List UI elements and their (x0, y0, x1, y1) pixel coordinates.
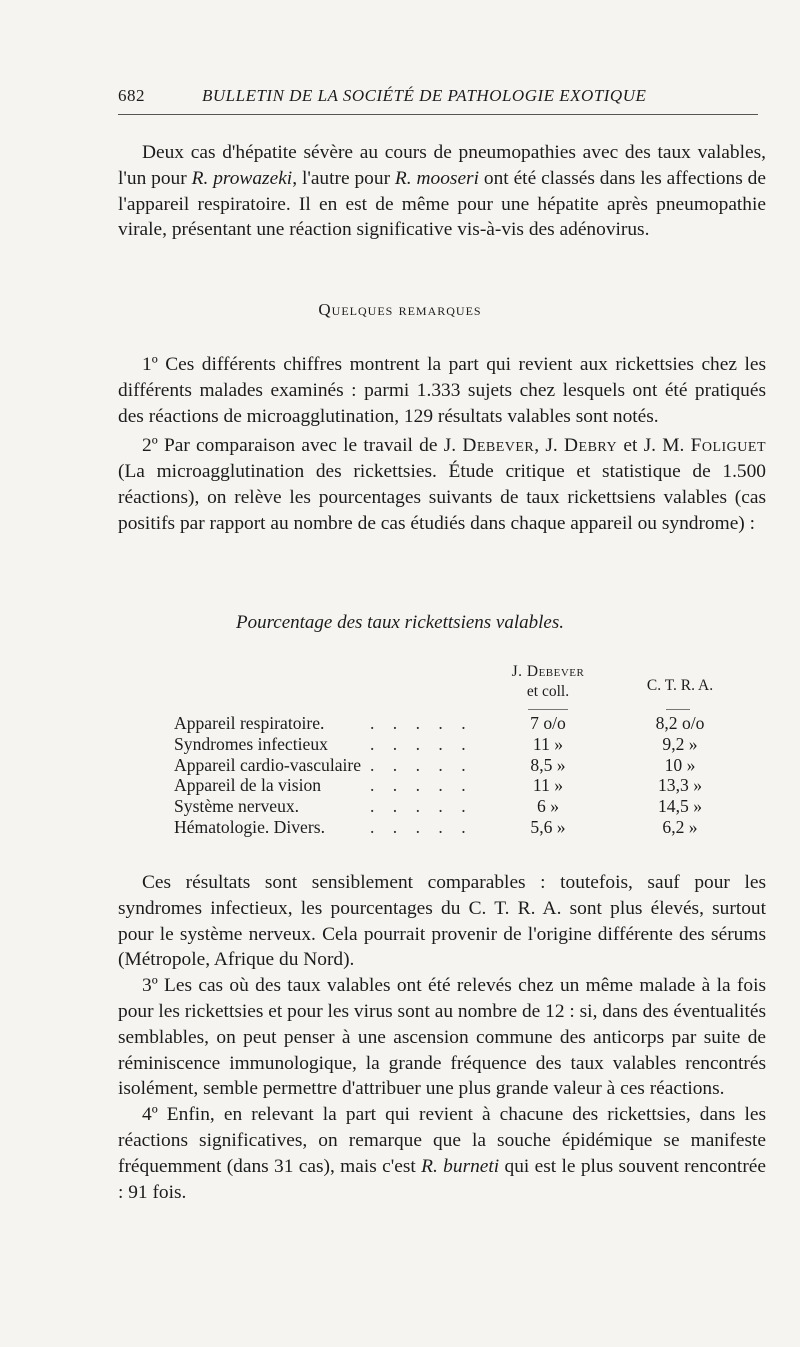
leader-dots: . . . . . (370, 733, 473, 754)
journal-title: BULLETIN DE LA SOCIÉTÉ DE PATHOLOGIE EXOTIQUE (202, 86, 647, 105)
intro-text-2: , l'autre pour (292, 167, 395, 189)
row-value-debever: 11 » (532, 733, 564, 754)
intro-text-1: Deux cas d'hépatite sévère au cours de pneumopathies avec des taux valables, l'un pour (118, 142, 766, 189)
row-label: Appareil cardio-vasculaire (174, 754, 362, 775)
row-label: Appareil respiratoire. (174, 713, 325, 733)
table-row (0, 796, 800, 817)
table-row (0, 734, 800, 755)
row-value-debever: 11 » (532, 775, 564, 796)
intro-text-3: ont été classés dans les affections de l'appareil respiratoire. Il en est de même pour une hépatite après pneumopathie virale, présentant une réaction significative vis-à-vis des adénovirus. (118, 167, 766, 241)
row-value-debever: 7 o/o (530, 713, 566, 733)
leader-dots: . . . . . (370, 796, 473, 817)
remark-2-text-1: 2º Par comparaison avec le travail de J. (142, 435, 463, 457)
column-header-debever-line1: J. Debever (511, 663, 585, 680)
leader-dots: . . . . . (370, 816, 473, 837)
conclusion-block (118, 870, 766, 1205)
column-rule-2 (666, 709, 690, 710)
row-value-ctra: 9,2 » (662, 733, 698, 754)
column-header-debever (488, 662, 608, 702)
remark-1: 1º Ces différents chiffres montrent la part qui revient aux rickettsies chez les différents malades examinés : parmi 1.333 sujets chez lesquels ont été pratiqués des réactions de microagglutination, 129 résultats valables sont notés. (118, 354, 766, 427)
table-row (0, 775, 800, 796)
remark-4-text-2: qui est le plus souvent rencontrée : 91 fois. (118, 1155, 766, 1203)
row-value-debever: 5,6 » (530, 816, 566, 837)
intro-paragraph (118, 140, 766, 243)
row-value-debever: 6 » (537, 796, 559, 817)
table-row (0, 755, 800, 776)
row-label: Syndromes infectieux (174, 733, 328, 754)
conclusion-paragraph: Ces résultats sont sensiblement comparables : toutefois, sauf pour les syndromes infectieux, les pourcentages du C. T. R. A. sont plus élevés, surtout pour le système nerveux. Cela pourrait provenir de l'origine différente des sérums (Métropole, Afrique du Nord). (118, 872, 766, 971)
column-header-ctra: C. T. R. A. (646, 677, 714, 694)
row-label: Appareil de la vision (174, 775, 322, 796)
page-number: 682 (118, 86, 145, 105)
column-rule-1 (528, 709, 568, 710)
intro-block (118, 140, 766, 243)
table-title: Pourcentage des taux rickettsiens valables. (235, 612, 564, 633)
leader-dots: . . . . . (370, 713, 473, 733)
row-value-ctra: 8,2 o/o (655, 713, 705, 733)
section-heading: Quelques remarques (318, 300, 482, 319)
row-value-ctra: 13,3 » (658, 775, 702, 796)
row-value-ctra: 6,2 » (662, 816, 698, 837)
row-label: Hématologie. Divers. (174, 816, 325, 837)
leader-dots: . . . . . (370, 754, 473, 775)
author-foliguet: Foliguet (690, 435, 766, 457)
header-rule (118, 114, 758, 115)
table-row (0, 713, 800, 734)
remark-2-text-3: et J. M. (617, 435, 691, 457)
remark-3: 3º Les cas où des taux valables ont été relevés chez un même malade à la fois pour les rickettsies et pour les virus sont au nombre de 12 : si, dans des éventualités semblables, on peut penser à une ascension commune des anticorps par suite de réminiscence immunologique, la grande fréquence des taux valables rencontrés isolément, semble permettre d'attribuer une plus grande valeur à ces réactions. (118, 975, 766, 1100)
species-prowazeki: R. prowazeki (191, 167, 293, 189)
author-debry: Debry (564, 435, 618, 457)
column-header-debever-line2: et coll. (526, 683, 570, 700)
row-value-ctra: 10 » (664, 754, 696, 775)
species-mooseri: R. mooseri (394, 167, 479, 189)
remark-4 (118, 1102, 766, 1205)
percentage-table (0, 713, 800, 838)
author-debever: Debever (462, 435, 535, 457)
remark-2-text-4: (La microagglutination des rickettsies. Étude critique et statistique de 1.500 réactions), on relève les pourcentages suivants de taux rickettsiens valables (cas positifs par rapport au nombre de cas étudiés dans chaque appareil ou syndrome) : (118, 461, 766, 534)
row-label: Système nerveux. (174, 796, 300, 817)
remarks-block (118, 352, 766, 537)
leader-dots: . . . . . (370, 775, 473, 796)
remark-4-text-1: 4º Enfin, en relevant la part qui revient à chacune des rickettsies, dans les réactions significatives, on remarque que la souche épidémique se manifeste fréquemment (dans 31 cas), mais c'est (118, 1104, 766, 1177)
table-row (0, 817, 800, 838)
row-value-ctra: 14,5 » (658, 796, 702, 817)
row-value-debever: 8,5 » (530, 754, 566, 775)
remark-2-text-2: , J. (534, 435, 565, 457)
species-burneti: R. burneti (421, 1155, 500, 1177)
remark-2 (118, 433, 766, 536)
